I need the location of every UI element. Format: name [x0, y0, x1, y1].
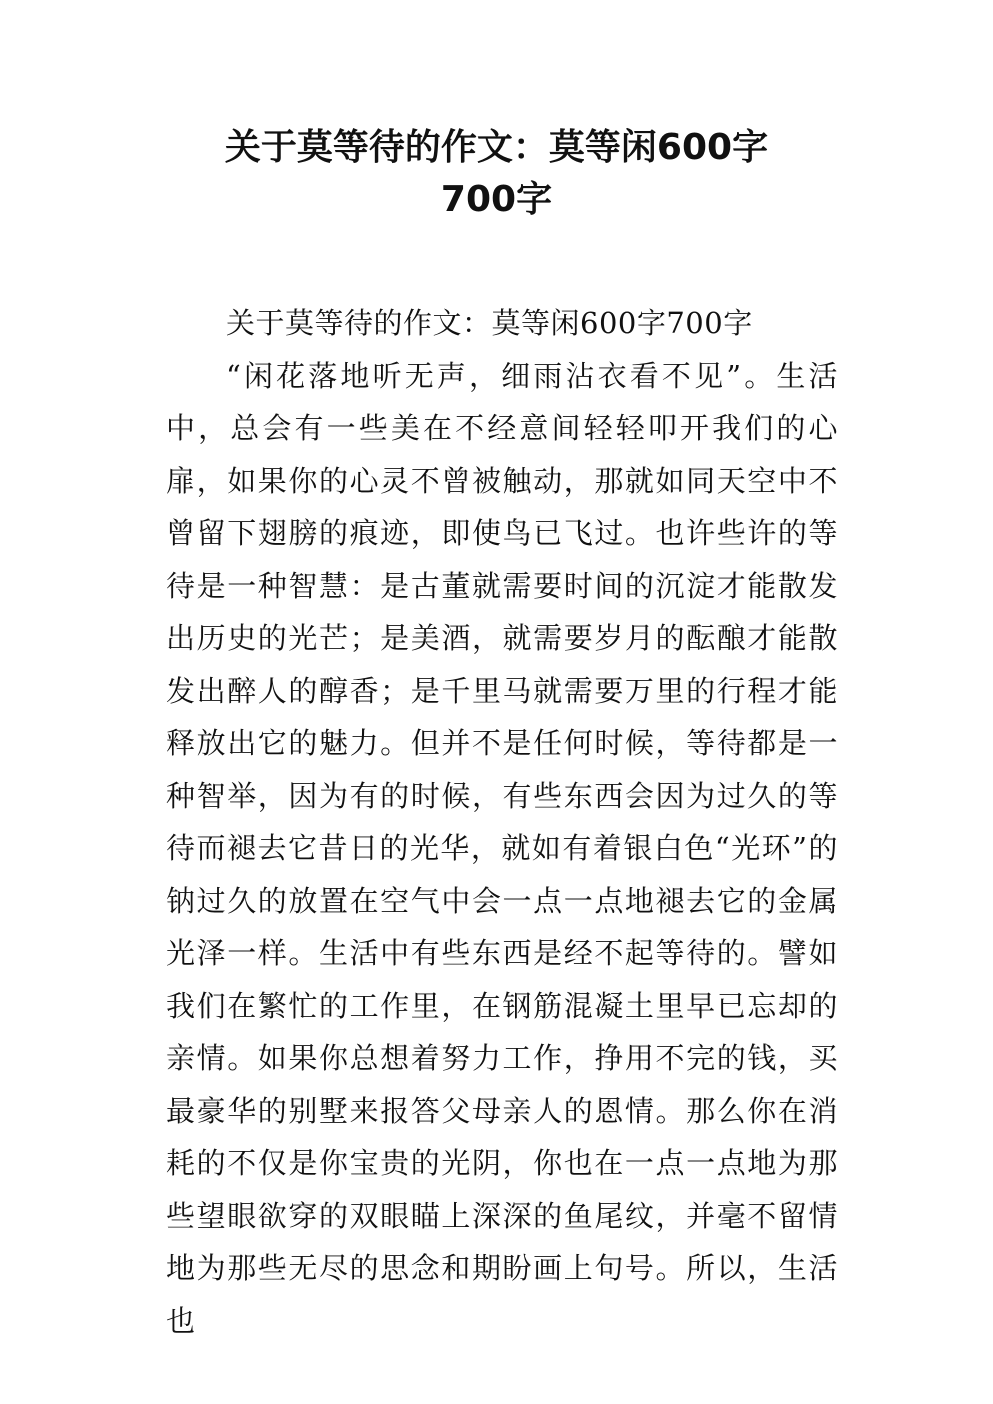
body-paragraph: “闲花落地听无声，细雨沾衣看不见”。生活中，总会有一些美在不经意间轻轻叩开我们的心扉，如果你的心灵不曾被触动，那就如同天空中不曾留下翅膀的痕迹，即使鸟已飞过。也许些许的等待是一种智慧：是古董就需要时间的沉淀才能散发出历史的光芒；是美酒，就需要岁月的酝酿才能散发出醉人的醇香；是千里马就需要万里的行程才能释放出它的魅力。但并不是任何时候，等待都是一种智举，因为有的时候，有些东西会因为过久的等待而褪去它昔日的光华，就如有着银白色“光环”的钠过久的放置在空气中会一点一点地褪去它的金属光泽一样。生活中有些东西是经不起等待的。譬如我们在繁忙的工作里，在钢筋混凝土里早已忘却的亲情。如果你总想着努力工作，挣用不完的钱，买最豪华的别墅来报答父母亲人的恩情。那么你在消耗的不仅是你宝贵的光阴，你也在一点一点地为那些望眼欲穿的双眼瞄上深深的鱼尾纹，并毫不留情地为那些无尽的思念和期盼画上句号。所以，生活也 — [166, 358, 838, 1338]
document-title — [0, 122, 993, 226]
document-title-line-2: 700字 — [440, 179, 553, 220]
body-paragraph-heading: 关于莫等待的作文：莫等闲600字700字 — [226, 306, 753, 340]
document-title-line-1: 关于莫等待的作文：莫等闲600字 — [224, 127, 769, 168]
document-body — [166, 297, 838, 1347]
